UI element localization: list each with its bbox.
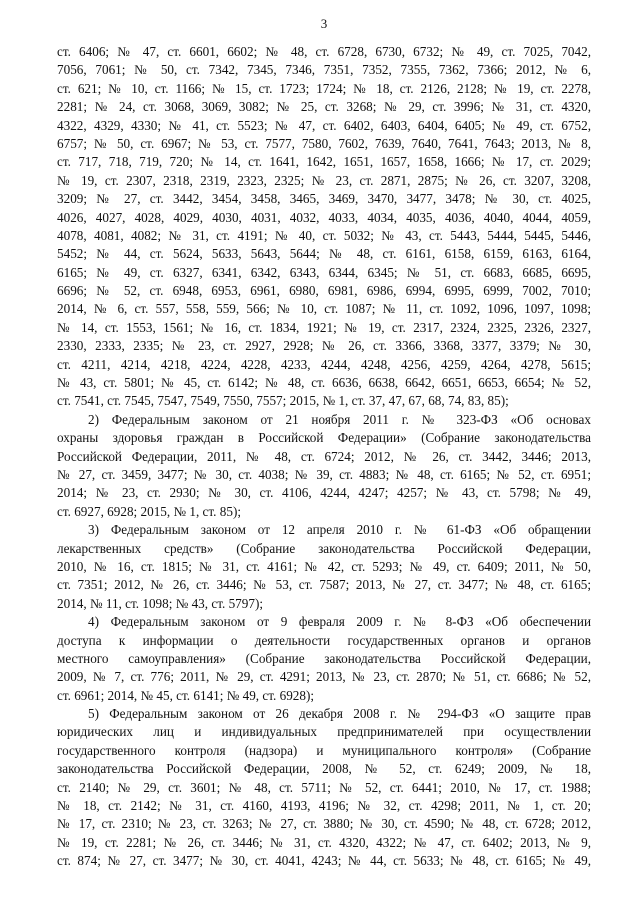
document-body — [57, 43, 591, 871]
text-line: № 43, ст. 5801; № 45, ст. 6142; № 48, ст. 6636, 6638, 6642, 6651, 6653, 6654; № 52, — [57, 375, 591, 391]
text-line: 2) Федеральным законом от 21 ноября 2011 г. № 323-ФЗ «Об основах — [88, 411, 591, 427]
text-line: 3) Федеральным законом от 12 апреля 2010 г. № 61-ФЗ «Об обращении — [88, 522, 591, 538]
text-line: доступа к информации о деятельности государственных органов и органов — [57, 632, 591, 648]
text-line: № 27, ст. 3459, 3477; № 30, ст. 4038; № 39, ст. 4883; № 48, ст. 6165; № 52, ст. 6951; — [57, 466, 591, 482]
text-line: № 19, ст. 2281; № 26, ст. 3446; № 31, ст. 4320, 4322; № 47, ст. 6402; 2013, № 9, — [57, 834, 591, 850]
text-line: ст. 2140; № 29, ст. 3601; № 48, ст. 5711; № 52, ст. 6441; 2010, № 17, ст. 1988; — [57, 779, 591, 795]
text-line: ст. 4211, 4214, 4218, 4224, 4228, 4233, 4244, 4248, 4256, 4259, 4264, 4278, 5615; — [57, 356, 591, 372]
text-line: 4) Федеральным законом от 9 февраля 2009 г. № 8-ФЗ «Об обеспечении — [88, 614, 591, 630]
text-line: № 17, ст. 2310; № 23, ст. 3263; № 27, ст. 3880; № 30, ст. 4590; № 48, ст. 6728; 2012, — [57, 816, 591, 832]
text-line: юридических лиц и индивидуальных предпринимателей при осуществлении — [57, 724, 591, 740]
text-line: ст. 6406; № 47, ст. 6601, 6602; № 48, ст. 6728, 6730, 6732; № 49, ст. 7025, 7042, — [57, 44, 591, 59]
text-line: законодательства Российской Федерации, 2008, № 52, ст. 6249; 2009, № 18, — [57, 761, 591, 777]
text-line: ст. 6927, 6928; 2015, № 1, ст. 85); — [57, 503, 242, 519]
text-line: 4322, 4329, 4330; № 41, ст. 5523; № 47, ст. 6402, 6403, 6404, 6405; № 49, ст. 6752, — [57, 117, 591, 133]
text-line: 4026, 4027, 4028, 4029, 4030, 4031, 4032, 4033, 4034, 4035, 4036, 4040, 4044, 4059, — [57, 209, 591, 225]
text-line: ст. 6961; 2014, № 45, ст. 6141; № 49, ст. 6928); — [57, 687, 315, 703]
text-line: ст. 621; № 10, ст. 1166; № 15, ст. 1723; 1724; № 18, ст. 2126, 2128; № 19, ст. 2278, — [57, 80, 591, 96]
text-line: 2281; № 24, ст. 3068, 3069, 3082; № 25, ст. 3268; № 29, ст. 3996; № 31, ст. 4320, — [57, 99, 591, 115]
text-line: Российской Федерации, 2011, № 48, ст. 6724; 2012, № 26, ст. 3442, 3446; 2013, — [57, 448, 591, 464]
text-line: 5) Федеральным законом от 26 декабря 2008 г. № 294-ФЗ «О защите прав — [88, 706, 591, 722]
text-line: 2014; № 23, ст. 2930; № 30, ст. 4106, 4244, 4247; 4257; № 43, ст. 5798; № 49, — [57, 485, 591, 501]
text-line: государственного контроля (надзора) и муниципального контроля» (Собрание — [57, 742, 591, 758]
text-line: ст. 717, 718, 719, 720; № 14, ст. 1641, 1642, 1651, 1657, 1658, 1666; № 17, ст. 2029; — [57, 154, 591, 170]
text-line: 5452; № 44, ст. 5624, 5633, 5643, 5644; № 48, ст. 6161, 6158, 6159, 6163, 6164, — [57, 246, 591, 262]
text-line: 2330, 2333, 2335; № 23, ст. 2927, 2928; № 26, ст. 3366, 3368, 3377, 3379; № 30, — [57, 338, 591, 354]
text-line: 2014, № 11, ст. 1098; № 43, ст. 5797); — [57, 595, 264, 611]
text-line: охраны здоровья граждан в Российской Федерации» (Собрание законодательства — [57, 430, 591, 446]
page-number: 3 — [320, 16, 328, 31]
text-line: 2014, № 6, ст. 557, 558, 559, 566; № 10, ст. 1087; № 11, ст. 1092, 1096, 1097, 1098; — [57, 301, 591, 317]
text-line: 6757; № 50, ст. 6967; № 53, ст. 7577, 7580, 7602, 7639, 7640, 7641, 7643; 2013, № 8, — [57, 135, 591, 151]
text-line: ст. 874; № 27, ст. 3477; № 30, ст. 4041, 4243; № 44, ст. 5633; № 48, ст. 6165; № 49, — [57, 853, 591, 869]
text-line: 4078, 4081, 4082; № 31, ст. 4191; № 40, ст. 5032; № 43, ст. 5443, 5444, 5445, 5446, — [57, 227, 591, 243]
text-line: лекарственных средств» (Собрание законодательства Российской Федерации, — [57, 540, 591, 556]
text-line: 6165; № 49, ст. 6327, 6341, 6342, 6343, 6344, 6345; № 51, ст. 6683, 6685, 6695, — [57, 264, 591, 280]
text-line: № 19, ст. 2307, 2318, 2319, 2323, 2325; № 23, ст. 2871, 2875; № 26, ст. 3207, 3208, — [57, 172, 591, 188]
text-line: 7056, 7061; № 50, ст. 7342, 7345, 7346, 7351, 7352, 7355, 7362, 7366; 2012, № 6, — [57, 62, 591, 78]
document-page — [57, 0, 591, 905]
text-line: 2009, № 7, ст. 776; 2011, № 29, ст. 4291; 2013, № 23, ст. 2870; № 51, ст. 6686; № 52, — [57, 669, 591, 685]
text-line: 2010, № 16, ст. 1815; № 31, ст. 4161; № 42, ст. 5293; № 49, ст. 6409; 2011, № 50, — [57, 558, 591, 574]
text-line: ст. 7351; 2012, № 26, ст. 3446; № 53, ст. 7587; 2013, № 27, ст. 3477; № 48, ст. 6165; — [57, 577, 591, 593]
text-line: местного самоуправления» (Собрание законодательства Российской Федерации, — [57, 650, 591, 666]
text-line: № 14, ст. 1553, 1561; № 16, ст. 1834, 1921; № 19, ст. 2317, 2324, 2325, 2326, 2327, — [57, 319, 591, 335]
text-line: 6696; № 52, ст. 6948, 6953, 6961, 6980, 6981, 6986, 6994, 6995, 6999, 7002, 7010; — [57, 283, 591, 299]
text-line: 3209; № 27, ст. 3442, 3454, 3458, 3465, 3469, 3470, 3477, 3478; № 30, ст. 4025, — [57, 191, 591, 207]
text-line: № 18, ст. 2142; № 31, ст. 4160, 4193, 4196; № 32, ст. 4298; 2011, № 1, ст. 20; — [57, 798, 591, 814]
text-line: ст. 7541, ст. 7545, 7547, 7549, 7550, 7557; 2015, № 1, ст. 37, 47, 67, 68, 74, 83, 85); — [57, 393, 509, 409]
